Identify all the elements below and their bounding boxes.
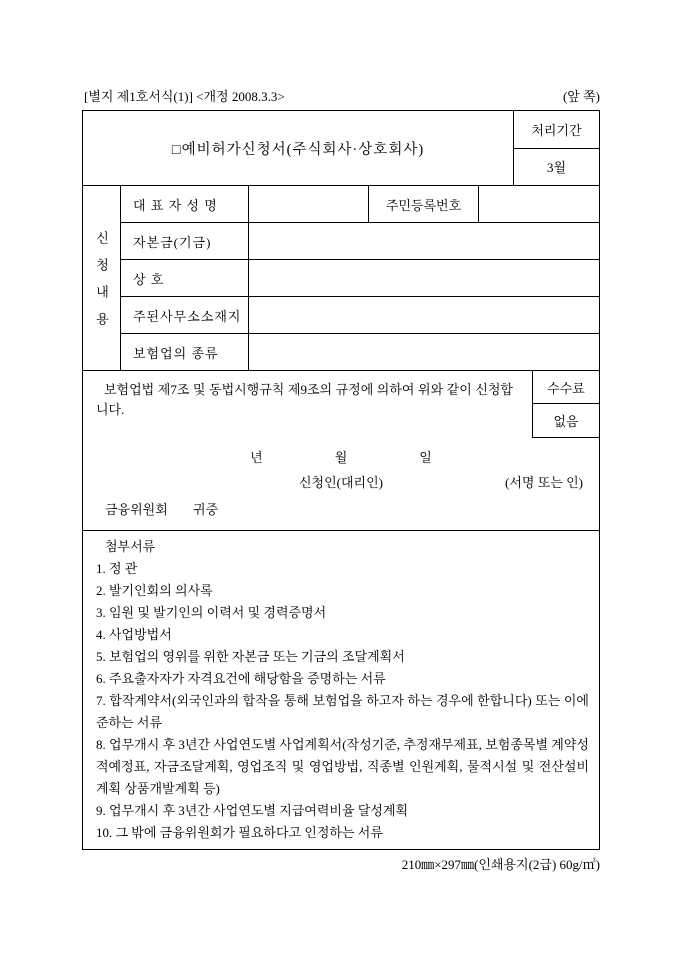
insurance-type-label: 보험업의 종류	[121, 334, 249, 370]
addressee-line	[105, 499, 218, 518]
declaration-text: 보험업법 제7조 및 동법시행규칙 제9조의 규정에 의하여 위와 같이 신청합니다.	[96, 382, 513, 417]
representative-name-label: 대 표 자 성 명	[121, 186, 249, 222]
date-day-label: 일	[419, 450, 432, 465]
resident-number-label: 주민등록번호	[369, 186, 479, 222]
office-address-input[interactable]	[249, 297, 599, 333]
form-reference-label: [별지 제1호서식(1)] <개정 2008.3.3>	[84, 89, 285, 104]
addressee-name: 금융위원회	[105, 502, 168, 517]
fee-box	[532, 371, 599, 438]
field-rows	[121, 186, 599, 370]
trade-name-row	[121, 260, 599, 297]
attachment-item: 4. 사업방법서	[96, 627, 172, 642]
title-row	[83, 111, 599, 186]
capital-row	[121, 223, 599, 260]
attachment-item: 10. 그 밖에 금융위원회가 필요하다고 인정하는 서류	[96, 825, 383, 840]
resident-number-input[interactable]	[479, 186, 599, 222]
attachments-section	[83, 531, 599, 849]
attachment-item: 2. 발기인회의 의사록	[96, 583, 213, 598]
fee-label: 수수료	[533, 371, 599, 404]
trade-name-input[interactable]	[249, 260, 599, 296]
signer-line	[83, 472, 599, 491]
date-month-label: 월	[334, 450, 348, 465]
application-content-vertical-label: 신청내용	[83, 186, 121, 370]
date-line	[83, 447, 599, 466]
capital-label: 자본금(기금)	[121, 223, 249, 259]
attachment-item: 3. 임원 및 발기인의 이력서 및 경력증명서	[96, 605, 327, 620]
processing-period-value: 3월	[546, 160, 567, 176]
addressee-suffix: 귀중	[193, 502, 219, 517]
attachment-item: 5. 보험업의 영위를 위한 자본금 또는 기금의 조달계획서	[96, 649, 405, 664]
attachment-item: 7. 합작계약서(외국인과의 합작을 통해 보험업을 하고자 하는 경우에 한합니다) 또는 이에 준하는 서류	[96, 693, 589, 730]
attachment-item: 6. 주요출자자가 자격요건에 해당함을 증명하는 서류	[96, 671, 386, 686]
form-title: □예비허가신청서(주식회사·상호회사)	[171, 141, 425, 158]
declaration-section	[83, 371, 599, 531]
trade-name-label: 상 호	[121, 260, 249, 296]
attachments-title: 첨부서류	[105, 539, 156, 554]
page-header	[84, 86, 600, 105]
capital-input[interactable]	[249, 223, 599, 259]
paper-spec-note: 210㎜×297㎜(인쇄용지(2급) 60g/㎡)	[401, 857, 600, 872]
insurance-type-row	[121, 334, 599, 370]
representative-row	[121, 186, 599, 223]
attachment-item: 1. 정 관	[96, 561, 138, 576]
attachment-item: 8. 업무개시 후 3년간 사업연도별 사업계획서(작성기준, 추정재무제표, 보험종목별 계약성적예정표, 자금조달계획, 영업조직 및 영업방법, 직종별 인원계획, 물적시설 및 전산설비계획 상품개발계획 등)	[96, 737, 589, 796]
application-content-section	[83, 186, 599, 371]
signature-or-seal-note: (서명 또는 인)	[505, 475, 583, 490]
office-address-row	[121, 297, 599, 334]
fee-value: 없음	[553, 414, 579, 429]
office-address-label: 주된사무소소재지	[121, 297, 249, 333]
front-side-label: (앞 쪽)	[562, 89, 600, 104]
date-year-label: 년	[250, 450, 263, 465]
processing-period-column	[513, 111, 599, 185]
application-form-table	[82, 110, 600, 850]
attachment-item: 9. 업무개시 후 3년간 사업연도별 지급여력비율 달성계획	[96, 803, 409, 818]
insurance-type-input[interactable]	[249, 334, 599, 370]
processing-period-label: 처리기간	[514, 111, 599, 149]
representative-name-input[interactable]	[249, 186, 369, 222]
signer-label: 신청인(대리인)	[298, 475, 383, 490]
